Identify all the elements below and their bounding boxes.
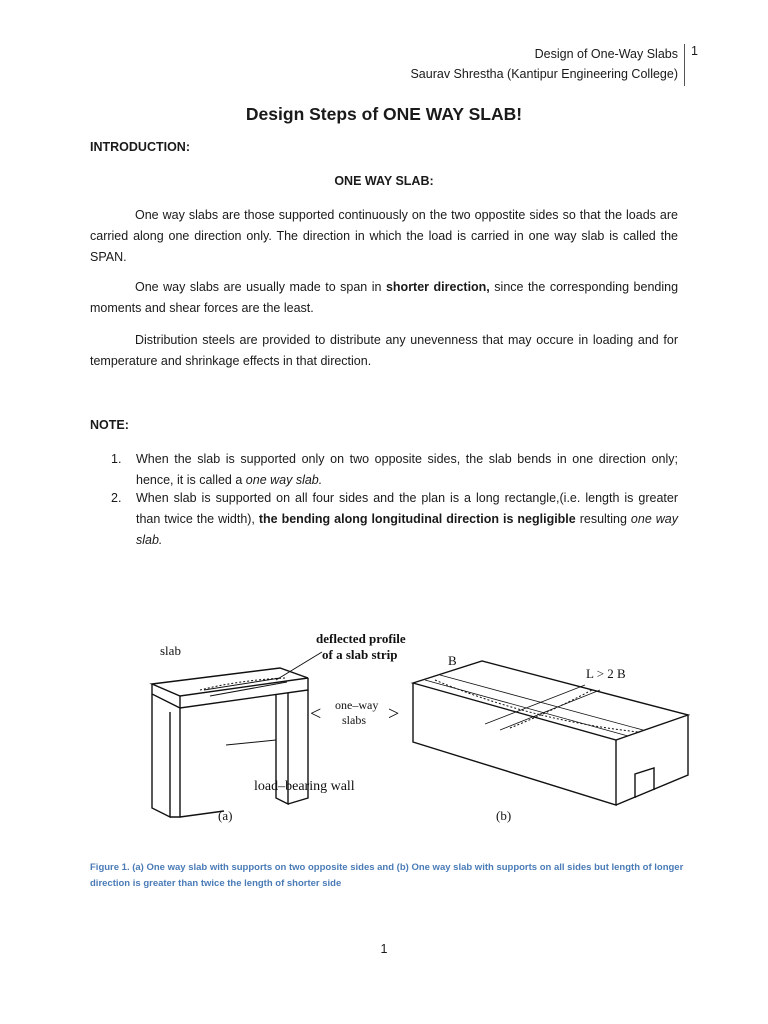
note-text-mid: resulting [575,512,631,526]
label-length-ratio: L > 2 B [586,666,626,681]
note-text: When the slab is supported only on two opposite sides, the slab bends in one direction only; hence, it is called a [136,452,678,487]
label-one-way-2: slabs [342,713,366,727]
note-text: When slab is supported on all four sides and the plan is a long rectangle,(i.e. length is greater than twice the width), [136,491,678,526]
label-deflected-profile-1: deflected profile [316,631,406,646]
label-b-dimension: B [448,653,457,668]
list-item [90,488,678,551]
label-load-bearing-wall: load–bearing wall [254,779,355,794]
note-italic: one way slab. [136,512,678,547]
label-one-way-1: one–way [335,698,379,712]
list-number: 2. [111,491,122,505]
label-deflected-profile-2: of a slab strip [322,647,398,662]
left-arrow-icon: < [310,703,322,725]
note-italic: one way slab. [245,473,323,487]
figure-caption: Figure 1. (a) One way slab with supports on two opposite sides and (b) One way slab with supports on all sides but length of longer direction is greater than twice the length of shorter side [90,862,684,889]
figure-b-drawing [413,661,688,805]
paragraph-span-direction [90,277,678,319]
figure-b-label: (b) [496,808,512,823]
right-arrow-icon: > [388,703,400,725]
section-subheading: ONE WAY SLAB: [334,174,434,188]
page-footer-number: 1 [380,942,388,956]
document-title: Design Steps of ONE WAY SLAB! [245,104,523,124]
header-page-number: 1 [691,44,698,58]
page-header [410,44,678,84]
note-heading: NOTE: [90,418,129,432]
list-number: 1. [111,452,122,466]
list-item [90,449,678,491]
paragraph-definition: One way slabs are those supported continuously on the two oppostite sides so that the loads are carried along one direction only. The direction in which the load is carried in one way slab is called the SPAN. [90,208,678,264]
p2-text-end: since the corresponding bending moments and shear forces are the least. [90,280,679,315]
introduction-heading: INTRODUCTION: [90,140,190,154]
header-author: Saurav Shrestha (Kantipur Engineering College) [410,67,678,81]
header-title: Design of One-Way Slabs [534,47,678,61]
paragraph-distribution-steel: Distribution steels are provided to distribute any unevenness that may occure in loading and for temperature and shrinkage effects in that direction. [90,333,678,368]
label-slab: slab [160,643,181,658]
header-divider [684,44,685,86]
one-way-slab-figure [130,620,690,835]
figure-a-label: (a) [218,808,233,823]
p2-text: One way slabs are usually made to span in [135,280,386,294]
note-bold: the bending along longitudinal direction is negligible [258,512,576,526]
p2-bold: shorter direction, [385,280,490,294]
